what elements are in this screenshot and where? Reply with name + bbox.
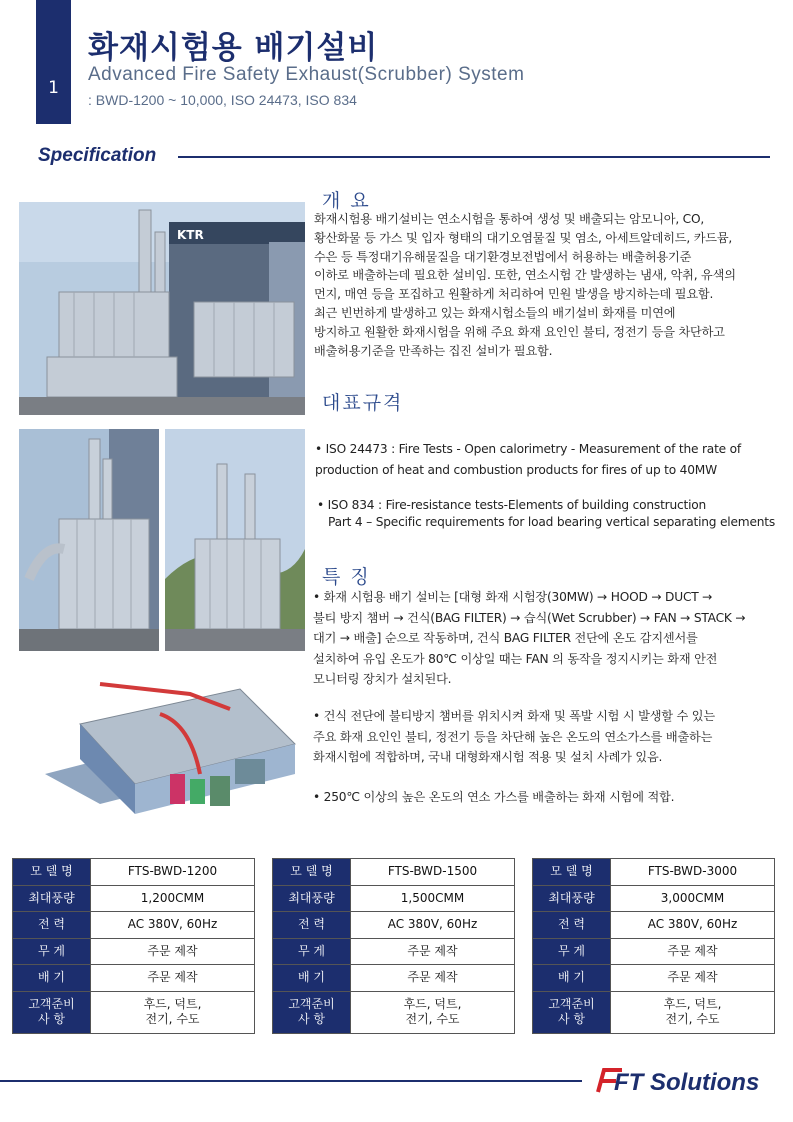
spec-key: 모 델 명 bbox=[13, 859, 91, 886]
overview-line: 최근 빈번하게 발생하고 있는 화재시험소들의 배기설비 화재를 미연에 bbox=[314, 305, 676, 320]
spec-key: 무 게 bbox=[273, 938, 351, 965]
spec-key bbox=[533, 991, 611, 1033]
system-3d-render bbox=[40, 664, 302, 832]
spec-key: 전 력 bbox=[13, 912, 91, 939]
spec-key: 배 기 bbox=[13, 965, 91, 992]
scrubber-photo-right bbox=[165, 429, 305, 651]
features-heading: 특 징 bbox=[322, 566, 371, 588]
feature-line: 불티 방지 챔버 → 건식(BAG FILTER) → 습식(Wet Scrubber) → FAN → STACK → bbox=[313, 610, 746, 625]
page-number-tab bbox=[36, 0, 71, 124]
spec-value: 주문 제작 bbox=[91, 938, 255, 965]
standards-heading: 대표규격 bbox=[322, 392, 404, 414]
spec-key: 무 게 bbox=[13, 938, 91, 965]
spec-key: 최대풍량 bbox=[533, 885, 611, 912]
spec-key bbox=[13, 991, 91, 1033]
overview-heading: 개 요 bbox=[322, 190, 371, 212]
overview-line: 배출허용기준을 만족하는 집진 설비가 필요함. bbox=[314, 343, 553, 358]
feature-paragraph-1 bbox=[313, 587, 745, 690]
spec-key: 배 기 bbox=[533, 965, 611, 992]
spec-value: FTS-BWD-1200 bbox=[91, 859, 255, 886]
spec-value: 주문 제작 bbox=[351, 938, 515, 965]
feature-line: 모니터링 장치가 설치된다. bbox=[313, 672, 452, 687]
spec-key bbox=[273, 991, 351, 1033]
spec-value-line: 전기, 수도 bbox=[405, 1012, 460, 1026]
spec-value-line: 전기, 수도 bbox=[145, 1012, 200, 1026]
overview-text bbox=[314, 210, 736, 360]
spec-value: 3,000CMM bbox=[611, 885, 775, 912]
spec-key: 최대풍량 bbox=[273, 885, 351, 912]
overview-line: 황산화물 등 가스 및 입자 형태의 대기오염물질 및 염소, 아세트알데히드, 카드뮴, bbox=[314, 230, 733, 245]
feature-line: 화재시험에 적합하며, 국내 대형화재시험 적용 및 설치 사례가 있음. bbox=[313, 750, 663, 765]
section-divider bbox=[178, 156, 770, 158]
spec-key: 배 기 bbox=[273, 965, 351, 992]
overview-line: 이하로 배출하는데 필요한 설비임. 또한, 연소시험 간 발생하는 냄새, 악취, 유색의 bbox=[314, 268, 736, 283]
spec-key-line: 사 항 bbox=[558, 1012, 585, 1026]
spec-value bbox=[91, 991, 255, 1033]
spec-key: 전 력 bbox=[273, 912, 351, 939]
spec-key: 무 게 bbox=[533, 938, 611, 965]
spec-key: 모 델 명 bbox=[273, 859, 351, 886]
spec-value: AC 380V, 60Hz bbox=[611, 912, 775, 939]
spec-value: 주문 제작 bbox=[91, 965, 255, 992]
spec-value bbox=[611, 991, 775, 1033]
overview-line: 화재시험용 배기설비는 연소시험을 통하여 생성 및 배출되는 암모니아, CO, bbox=[314, 212, 705, 226]
standard-line: Part 4 – Specific requirements for load bearing vertical separating elements bbox=[328, 515, 776, 529]
overview-line: 먼지, 매연 등을 포집하고 원활하게 처리하여 민원 발생을 방지하는데 필요함. bbox=[314, 287, 714, 302]
logo-text: FT Solutions bbox=[614, 1069, 760, 1096]
spec-value: AC 380V, 60Hz bbox=[351, 912, 515, 939]
spec-value: 주문 제작 bbox=[351, 965, 515, 992]
spec-key: 모 델 명 bbox=[533, 859, 611, 886]
feature-line: • 화재 시험용 배기 설비는 [대형 화재 시험장(30MW) → HOOD → DUCT → bbox=[313, 590, 713, 604]
spec-value-line: 전기, 수도 bbox=[665, 1012, 720, 1026]
scrubber-photo-left bbox=[19, 429, 159, 651]
spec-value bbox=[351, 991, 515, 1033]
spec-key: 전 력 bbox=[533, 912, 611, 939]
standard-line: • ISO 834 : Fire-resistance tests-Elements of building construction bbox=[317, 498, 707, 512]
spec-table-bwd-1500 bbox=[272, 858, 515, 1034]
page-title-english: Advanced Fire Safety Exhaust(Scrubber) System bbox=[88, 64, 525, 85]
spec-value: AC 380V, 60Hz bbox=[91, 912, 255, 939]
overview-line: 방지하고 원활한 화재시험을 위해 주요 화재 요인인 불티, 정전기 등을 차단하고 bbox=[314, 324, 725, 339]
spec-value-line: 후드, 덕트, bbox=[663, 997, 722, 1011]
standard-line: • ISO 24473 : Fire Tests - Open calorimetry - Measurement of the rate of bbox=[315, 442, 741, 456]
spec-key-line: 사 항 bbox=[298, 1012, 325, 1026]
feature-line: 대기 → 배출] 순으로 작동하며, 건식 BAG FILTER 전단에 온도 감지센서를 bbox=[313, 631, 698, 646]
spec-value: 주문 제작 bbox=[611, 965, 775, 992]
spec-key-line: 고객준비 bbox=[288, 997, 335, 1011]
feature-line: • 건식 전단에 불티방지 챔버를 위치시켜 화재 및 폭발 시험 시 발생할 수 있는 bbox=[313, 709, 715, 723]
spec-value: 주문 제작 bbox=[611, 938, 775, 965]
overview-line: 수은 등 특정대기유해물질을 대기환경보전법에서 허용하는 배출허용기준 bbox=[314, 249, 692, 264]
feature-paragraph-3 bbox=[313, 787, 674, 808]
feature-paragraph-2 bbox=[313, 706, 715, 768]
section-label: Specification bbox=[38, 145, 157, 166]
spec-key: 최대풍량 bbox=[13, 885, 91, 912]
spec-value-line: 후드, 덕트, bbox=[403, 997, 462, 1011]
spec-key-line: 고객준비 bbox=[548, 997, 595, 1011]
spec-key-line: 사 항 bbox=[38, 1012, 65, 1026]
page-title: 화재시험용 배기설비 bbox=[88, 30, 379, 66]
svg-text:KTR: KTR bbox=[177, 228, 204, 242]
standard-item-iso-24473 bbox=[315, 439, 741, 481]
spec-table-bwd-3000 bbox=[532, 858, 775, 1034]
feature-line: 주요 화재 요인인 불티, 정전기 등을 차단해 높은 온도의 연소가스를 배출하는 bbox=[313, 729, 713, 744]
spec-value: FTS-BWD-1500 bbox=[351, 859, 515, 886]
spec-value: FTS-BWD-3000 bbox=[611, 859, 775, 886]
footer-divider bbox=[0, 1080, 582, 1082]
spec-value: 1,200CMM bbox=[91, 885, 255, 912]
page-number: 1 bbox=[48, 78, 59, 98]
spec-value-line: 후드, 덕트, bbox=[143, 997, 202, 1011]
spec-key-line: 고객준비 bbox=[28, 997, 75, 1011]
spec-value: 1,500CMM bbox=[351, 885, 515, 912]
feature-line: • 250℃ 이상의 높은 온도의 연소 가스를 배출하는 화재 시험에 적합. bbox=[313, 790, 675, 804]
building-photo bbox=[19, 202, 305, 415]
standard-item-iso-834 bbox=[317, 497, 775, 531]
model-range-subtitle: : BWD-1200 ~ 10,000, ISO 24473, ISO 834 bbox=[88, 92, 357, 108]
standard-line: production of heat and combustion products for fires of up to 40MW bbox=[315, 463, 717, 477]
feature-line: 설치하여 유입 온도가 80℃ 이상일 때는 FAN 의 동작을 정지시키는 화재 안전 bbox=[313, 651, 718, 666]
company-logo bbox=[596, 1062, 774, 1102]
spec-table-bwd-1200 bbox=[12, 858, 255, 1034]
